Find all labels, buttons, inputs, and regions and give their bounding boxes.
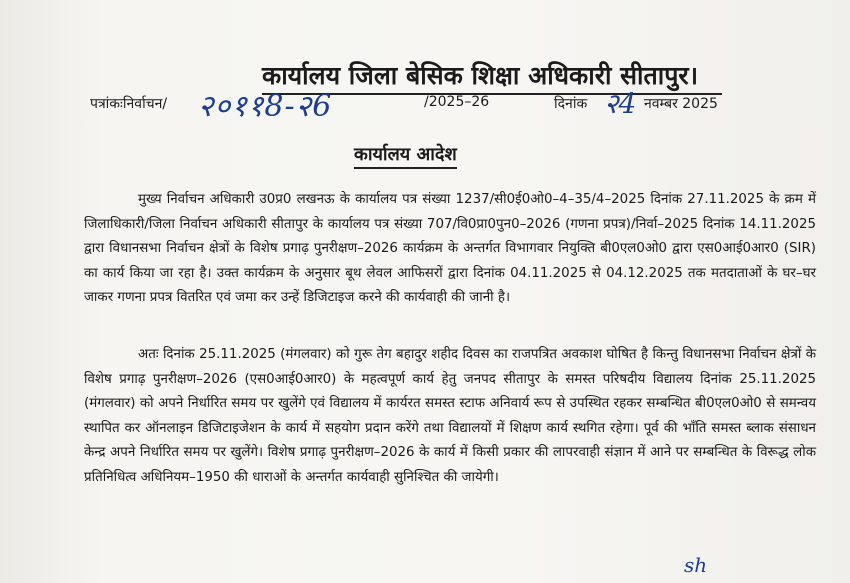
date-month-year: नवम्बर 2025 [644, 96, 718, 112]
order-heading: कार्यालय आदेश [354, 142, 457, 169]
reference-prefix: पत्रांकःनिर्वाचन/ [90, 96, 168, 112]
date-label: दिनांक [554, 96, 588, 112]
date-day-handwritten: २4 [604, 87, 637, 120]
reference-number-handwritten: २०११8-२6 [198, 89, 333, 124]
reference-year: /2025–26 [424, 94, 490, 110]
handwritten-signature: sh [684, 553, 708, 577]
paragraph-1: मुख्य निर्वाचन अधिकारी उ0प्र0 लखनऊ के कार्यालय पत्र संख्या 1237/सी0ई0ओ0–4–35/4–2025 दिनांक 27.11.2025 के क्रम में जिलाधिकारी/जिला निर्वाचन अधिकारी सीतापुर के कार्यालय पत्र संख्या 707/वि0प्रा0पुन0–2026 (गणना प्रपत्र)/निर्वा–2025 दिनांक 14.11.2025 द्वारा विधानसभा निर्वाचन क्षेत्रों के विशेष प्रगाढ़ पुनरीक्षण–2026 कार्यक्रम के अन्तर्गत विभागवार नियुक्ति बी0एल0ओ0 द्वारा एस0आई0आर0 (SIR) का कार्य किया जा रहा है। उक्त कार्यक्रम के अनुसार बूथ लेवल आफिसरों द्वारा दिनांक 04.11.2025 से 04.12.2025 तक मतदाताओं के घर–घर जाकर गणना प्रपत्र वितरित एवं जमा कर उन्हें डिजिटाइज करने की कार्यवाही की जानी है। [84, 192, 816, 306]
paragraph-2: अतः दिनांक 25.11.2025 (मंगलवार) को गुरू तेग बहादुर शहीद दिवस का राजपत्रित अवकाश घोषित है किन्तु विधानसभा निर्वाचन क्षेत्रों के विशेष प्रगाढ़ पुनरीक्षण–2026 (एस0आई0आर0) के महत्वपूर्ण कार्य हेतु जनपद सीतापुर के समस्त परिषदीय विद्यालय दिनांक 25.11.2025 (मंगलवार) को अपने निर्धारित समय पर खुलेंगे एवं विद्यालय में कार्यरत समस्त स्टाफ अनिवार्य रूप से उपस्थित रहकर सम्बन्धित बी0एल0ओ0 से समन्वय स्थापित कर ऑनलाइन डिजिटाइजेशन के कार्य में सहयोग प्रदान करेंगे तथा विद्यालयों में शिक्षण कार्य स्थगित रहेगा। पूर्व की भाँति समस्त ब्लाक संसाधन केन्द्र अपने निर्धारित समय पर खुलेंगे। विशेष प्रगाढ़ पुनरीक्षण–2026 के कार्य में किसी प्रकार की लापरवाही संज्ञान में आने पर सम्बन्धित के विरूद्ध लोक प्रतिनिधित्व अधिनियम–1950 की धाराओं के अन्तर्गत कार्यवाही सुनिश्चित की जायेगी। [84, 347, 816, 485]
reference-row [0, 87, 850, 124]
office-title: कार्यालय जिला बेसिक शिक्षा अधिकारी सीतापुर। [262, 58, 722, 95]
